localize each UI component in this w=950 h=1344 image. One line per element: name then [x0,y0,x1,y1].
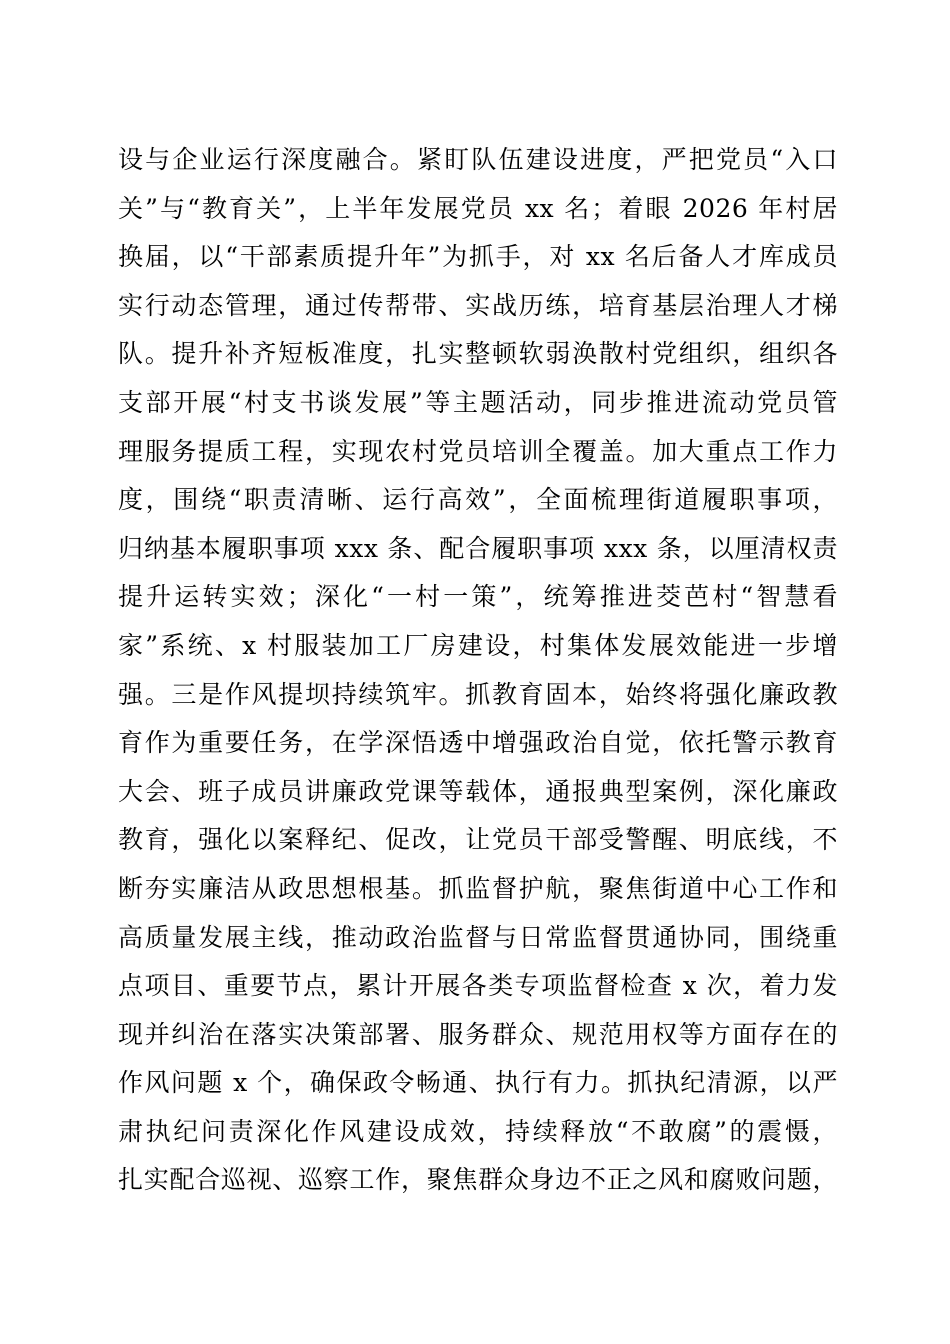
body-paragraph [118,136,838,1205]
text-line: 设与企业运行深度融合。紧盯队伍建设进度，严把党员“入口 [118,145,838,174]
text-line: 支部开展“村支书谈发展”等主题活动，同步推进流动党员管 [118,387,838,417]
text-line: 育作为重要任务，在学深悟透中增强政治自觉，依托警示教育 [118,728,838,758]
text-line: 强。三是作风提坝持续筑牢。抓教育固本，始终将强化廉政教 [118,679,838,709]
text-line: 点项目、重要节点，累计开展各类专项监督检查 x 次，着力发 [118,971,838,1001]
text-line: 换届，以“干部素质提升年”为抓手，对 xx 名后备人才库成员 [118,242,838,272]
text-line: 肃执纪问责深化作风建设成效，持续释放“不敢腐”的震慑， [118,1116,838,1146]
text-line: 理服务提质工程，实现农村党员培训全覆盖。加大重点工作力 [118,436,838,466]
text-line: 高质量发展主线，推动政治监督与日常监督贯通协同，围绕重 [118,922,838,952]
text-line: 作风问题 x 个，确保政令畅通、执行有力。抓执纪清源，以严 [118,1068,838,1098]
text-line: 大会、班子成员讲廉政党课等载体，通报典型案例，深化廉政 [118,776,838,806]
text-line: 度，围绕“职责清晰、运行高效”，全面梳理街道履职事项， [118,485,838,515]
text-line: 实行动态管理，通过传帮带、实战历练，培育基层治理人才梯 [118,290,838,320]
text-line: 现并纠治在落实决策部署、服务群众、规范用权等方面存在的 [118,1019,838,1049]
text-line: 关”与“教育关”，上半年发展党员 xx 名；着眼 2026 年村居 [118,193,838,223]
text-line: 教育，强化以案释纪、促改，让党员干部受警醒、明底线，不 [118,825,838,855]
text-line: 扎实配合巡视、巡察工作，聚焦群众身边不正之风和腐败问题， [118,1165,838,1195]
text-line: 队。提升补齐短板准度，扎实整顿软弱涣散村党组织，组织各 [118,339,838,369]
text-line: 断夯实廉洁从政思想根基。抓监督护航，聚焦街道中心工作和 [118,873,838,903]
text-line: 家”系统、x 村服装加工厂房建设，村集体发展效能进一步增 [118,630,838,660]
text-line: 归纳基本履职事项 xxx 条、配合履职事项 xxx 条，以厘清权责 [118,533,838,563]
text-line: 提升运转实效；深化“一村一策”，统筹推进茭芭村“智慧看 [118,582,838,612]
